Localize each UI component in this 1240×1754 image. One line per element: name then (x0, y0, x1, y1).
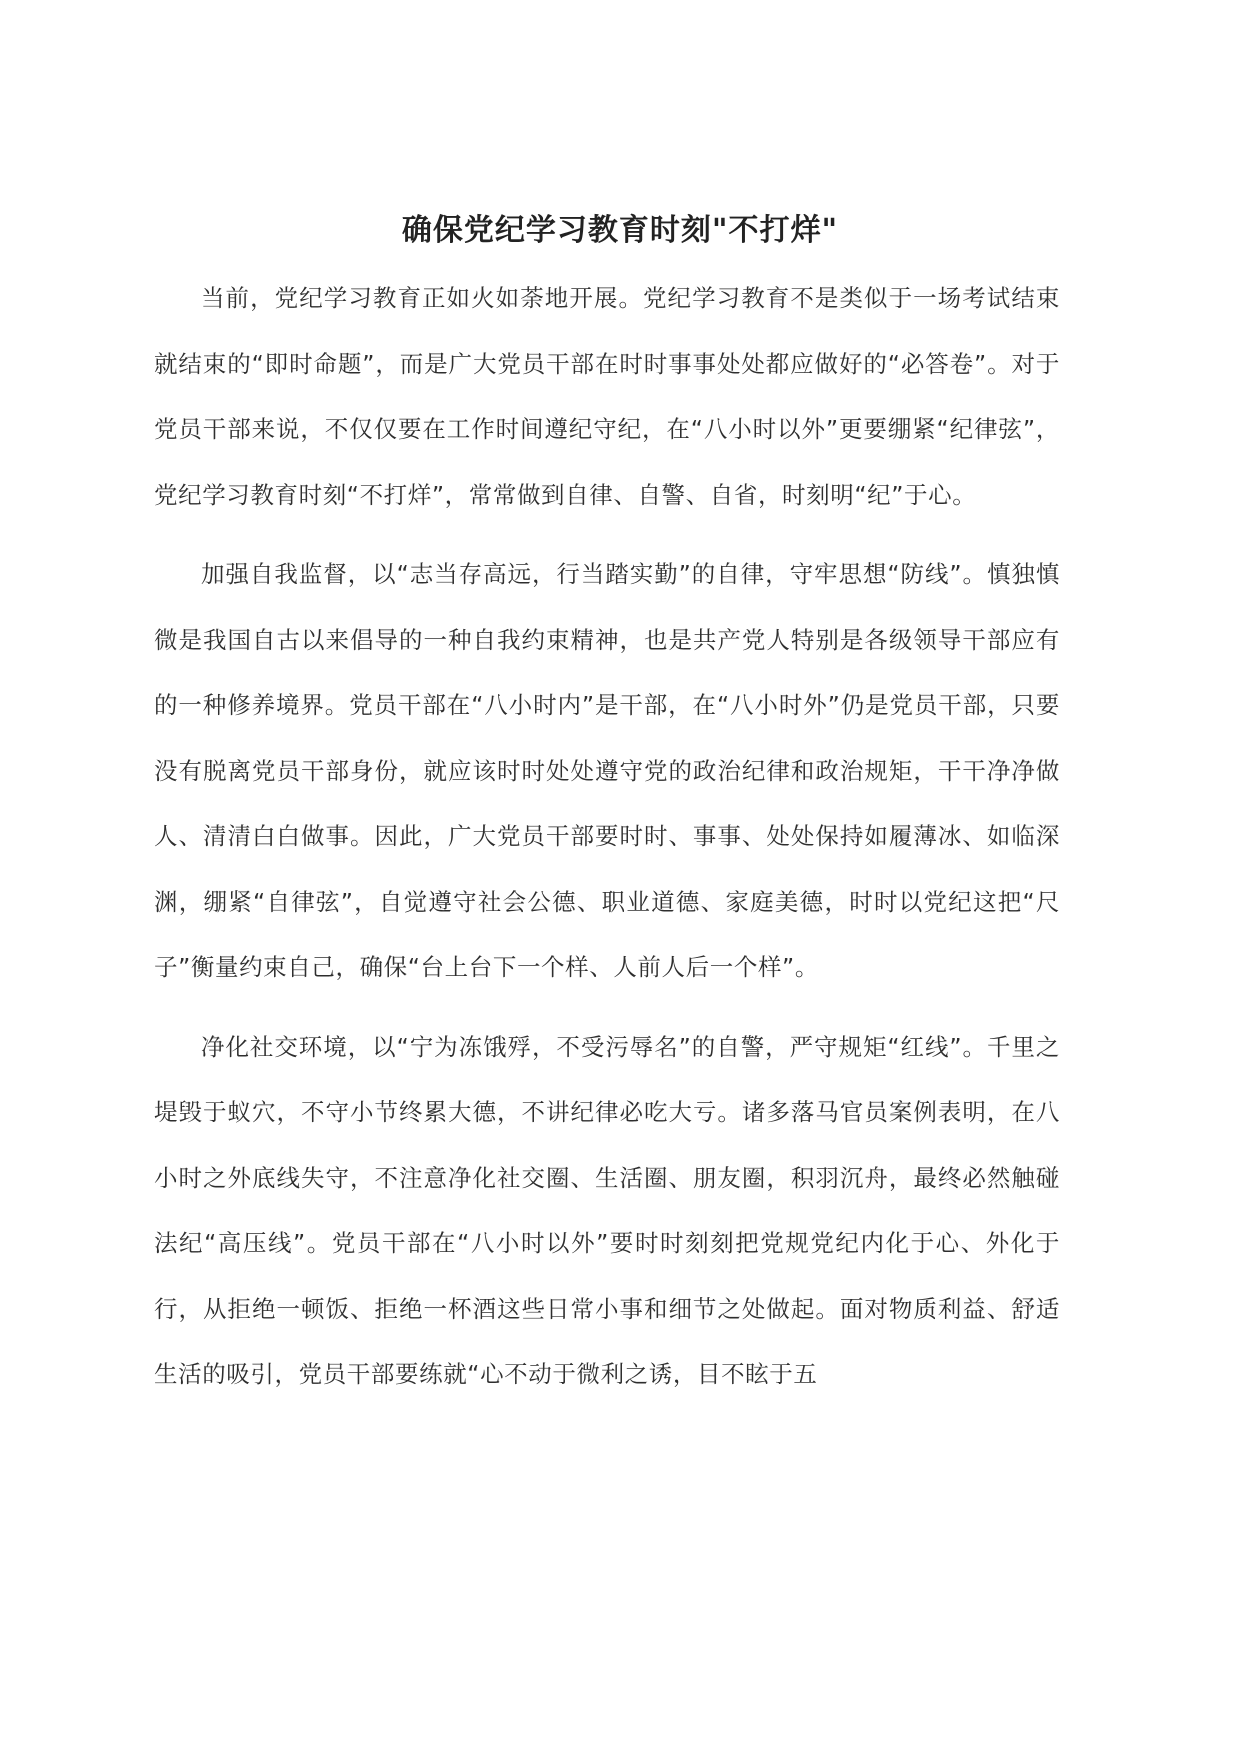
paragraph-2: 加强自我监督，以“志当存高远，行当踏实勤”的自律，守牢思想“防线”。慎独慎微是我国自古以来倡导的一种自我约束精神，也是共产党人特别是各级领导干部应有的一种修养境界。党员干部在“八小时内”是干部，在“八小时外”仍是党员干部，只要没有脱离党员干部身份，就应该时时处处遵守党的政治纪律和政治规矩，干干净净做人、清清白白做事。因此，广大党员干部要时时、事事、处处保持如履薄冰、如临深渊，绷紧“自律弦”，自觉遵守社会公德、职业道德、家庭美德，时时以党纪这把“尺子”衡量约束自己，确保“台上台下一个样、人前人后一个样”。 (154, 560, 1060, 981)
paragraph-3: 净化社交环境，以“宁为冻饿殍，不受污辱名”的自警，严守规矩“红线”。千里之堤毁于蚁穴，不守小节终累大德，不讲纪律必吃大亏。诸多落马官员案例表明，在八小时之外底线失守，不注意净化社交圈、生活圈、朋友圈，积羽沉舟，最终必然触碰法纪“高压线”。党员干部在“八小时以外”要时时刻刻把党规党纪内化于心、外化于行，从拒绝一顿饭、拒绝一杯酒这些日常小事和细节之处做起。面对物质利益、舒适生活的吸引，党员干部要练就“心不动于微利之诱，目不眩于五 (154, 1032, 1060, 1388)
document-title: 确保党纪学习教育时刻"不打烊" (401, 213, 839, 249)
document-body (154, 266, 1060, 1422)
paragraph-1: 当前，党纪学习教育正如火如荼地开展。党纪学习教育不是类似于一场考试结束就结束的“即时命题”，而是广大党员干部在时时事事处处都应做好的“必答卷”。对于党员干部来说，不仅仅要在工作时间遵纪守纪，在“八小时以外”更要绷紧“纪律弦”，党纪学习教育时刻“不打烊”，常常做到自律、自警、自省，时刻明“纪”于心。 (154, 284, 1060, 509)
